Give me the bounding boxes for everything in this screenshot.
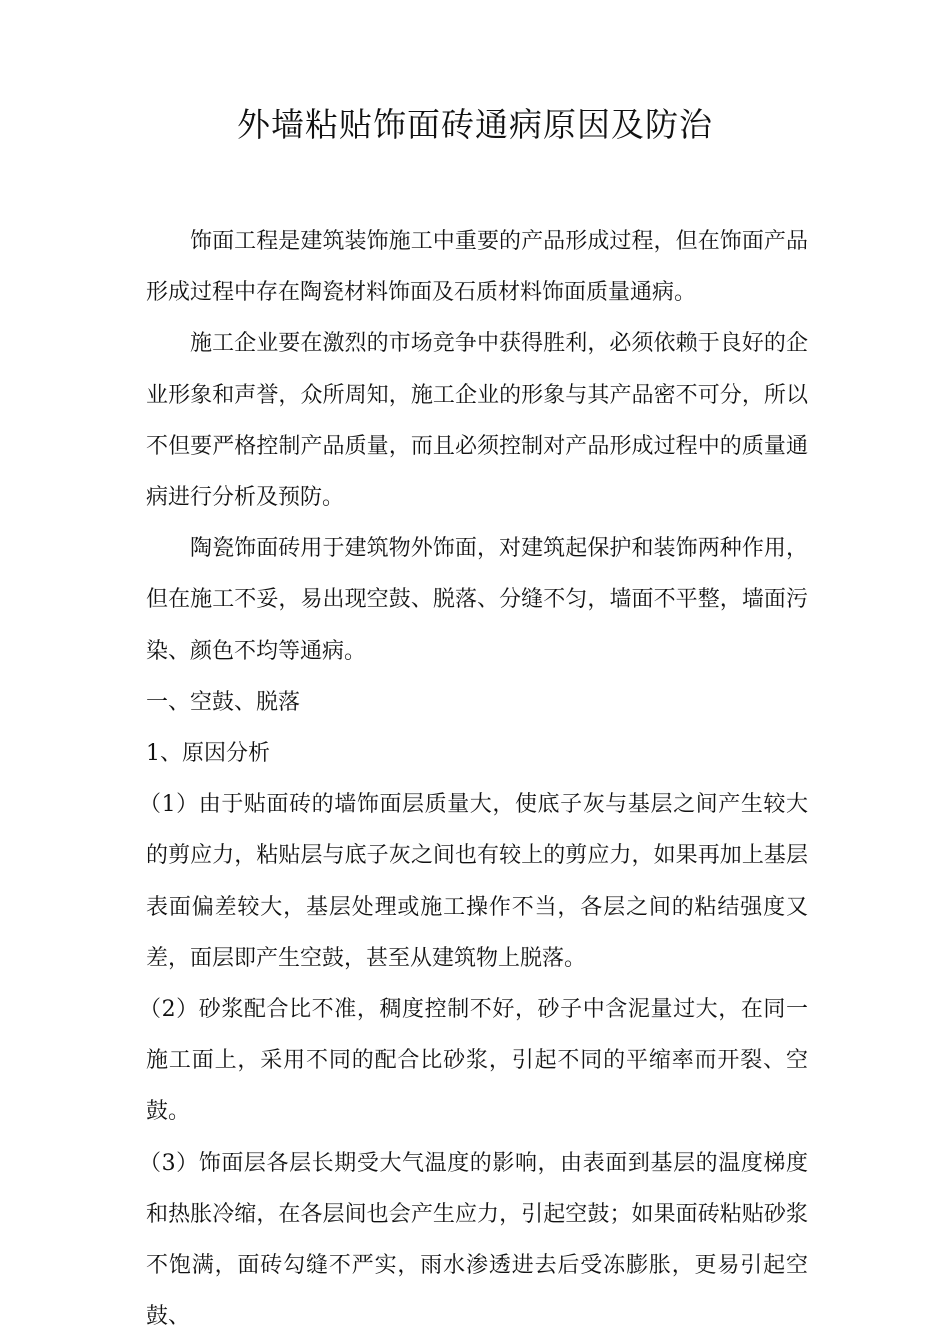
paragraph-intro: 饰面工程是建筑装饰施工中重要的产品形成过程，但在饰面产品形成过程中存在陶瓷材料饰面及石质材料饰面质量通病。: [146, 229, 808, 306]
document-body: [139, 216, 808, 1342]
subsection-heading: 1、原因分析: [146, 741, 270, 767]
paragraph-enterprise: 施工企业要在激烈的市场竞争中获得胜利，必须依赖于良好的企业形象和声誉，众所周知，施工企业的形象与其产品密不可分，所以不但要严格控制产品质量，而且必须控制对产品形成过程中的质量通病进行分析及预防。: [146, 331, 808, 511]
list-item-3: （3）饰面层各层长期受大气温度的影响，由表面到基层的温度梯度和热胀冷缩，在各层间也会产生应力，引起空鼓；如果面砖粘贴砂浆不饱满，面砖勾缝不严实，雨水渗透进去后受冻膨胀，更易引起空鼓、: [139, 1150, 808, 1330]
document-title: 外墙粘贴饰面砖通病原因及防治: [237, 105, 713, 144]
section-heading: 一、空鼓、脱落: [146, 689, 301, 715]
list-item-2: （2）砂浆配合比不准，稠度控制不好，砂子中含泥量过大，在同一施工面上，采用不同的配合比砂浆，引起不同的平缩率而开裂、空鼓。: [139, 997, 808, 1125]
list-item-1: （1）由于贴面砖的墙饰面层质量大，使底子灰与基层之间产生较大的剪应力，粘贴层与底子灰之间也有较上的剪应力，如果再加上基层表面偏差较大，基层处理或施工操作不当，各层之间的粘结强度又差，面层即产生空鼓，甚至从建筑物上脱落。: [139, 792, 808, 971]
paragraph-ceramic-tiles: 陶瓷饰面砖用于建筑物外饰面，对建筑起保护和装饰两种作用，但在施工不妥，易出现空鼓、脱落、分缝不匀，墙面不平整，墙面污染、颜色不均等通病。: [146, 536, 808, 664]
